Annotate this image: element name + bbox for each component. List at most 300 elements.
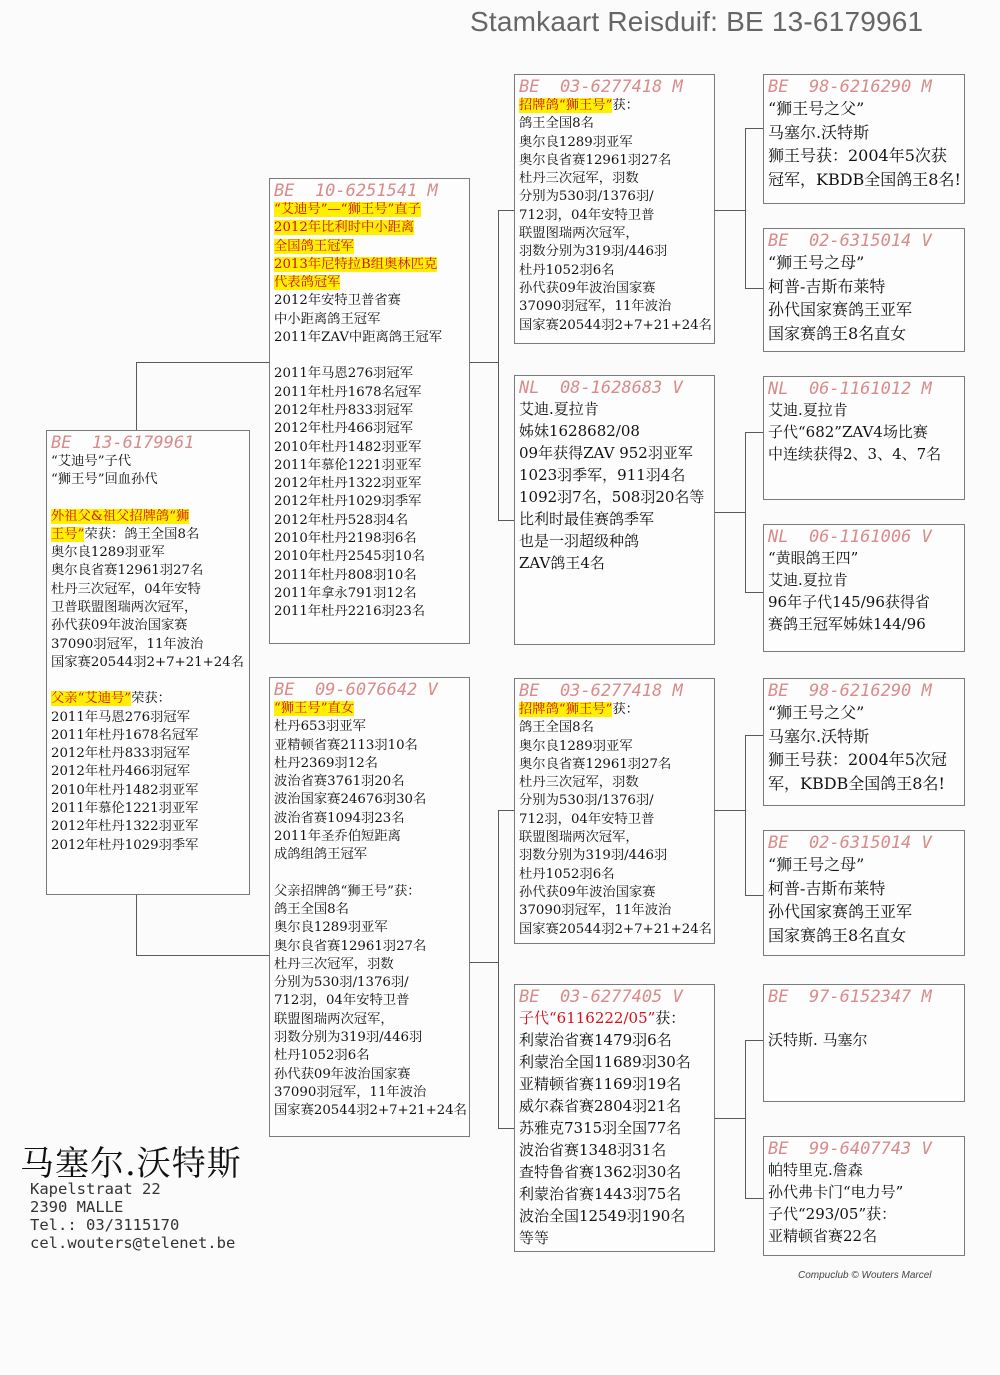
connector — [136, 362, 137, 430]
pedigree-line — [519, 280, 710, 298]
owner-name: 马塞尔.沃特斯 — [20, 1144, 242, 1184]
line-text: ZAV鸽王4名 — [519, 554, 605, 572]
line-text: 2011年慕伦1221羽亚军 — [51, 801, 199, 817]
pedigree-line — [768, 613, 960, 635]
line-text: 37090羽冠军，11年波治 — [274, 1084, 427, 1100]
line-text: 2010年杜丹1482羽亚军 — [274, 439, 422, 455]
pedigree-line — [51, 654, 245, 672]
pedigree-line — [274, 493, 465, 511]
line-text: 沃特斯. 马塞尔 — [768, 1031, 868, 1049]
pedigree-line — [274, 311, 465, 329]
credit-text: Compuclub © Wouters Marcel — [798, 1270, 932, 1281]
pedigree-line — [274, 274, 465, 292]
ring-number: NL 06-1161012 M — [768, 379, 932, 399]
line-text: 狮王号获：2004年5次冠 — [768, 750, 947, 769]
highlighted-text: 父亲“艾迪号” — [51, 691, 132, 707]
pedigree-line — [274, 457, 465, 475]
pedigree-line — [519, 756, 710, 774]
ring-number: BE 03-6277418 M — [519, 77, 683, 97]
pedigree-line — [519, 902, 710, 920]
pedigree-line — [768, 725, 960, 749]
pedigree-line — [519, 1227, 710, 1249]
line-text: 艾迪.夏拉肯 — [519, 400, 599, 418]
connector — [470, 362, 498, 363]
pedigree-box-dam-dam-sire — [763, 984, 965, 1102]
line-text: 2012年杜丹1029羽季军 — [51, 837, 199, 853]
pedigree-line — [274, 773, 465, 791]
pedigree-line — [519, 134, 710, 152]
pedigree-line — [519, 866, 710, 884]
line-text: 子代“682”ZAV4场比赛 — [768, 423, 928, 441]
pedigree-line — [768, 322, 960, 346]
highlighted-text: 2012年比利时中小距离 — [274, 220, 415, 236]
pedigree-line — [519, 442, 710, 464]
line-text: 联盟图瑞两次冠军， — [519, 226, 639, 242]
line-text: 分别为530羽/1376羽/ — [519, 189, 654, 205]
pedigree-box-sire-dam — [514, 375, 715, 645]
pedigree-line — [51, 709, 245, 727]
pedigree-line — [274, 347, 465, 365]
connector — [745, 1198, 763, 1199]
pedigree-line — [519, 829, 710, 847]
pedigree-line — [768, 591, 960, 613]
pedigree-line — [274, 475, 465, 493]
pedigree-line — [51, 544, 245, 562]
pedigree-line — [519, 243, 710, 261]
line-text: 2011年圣乔伯短距离 — [274, 829, 401, 845]
pedigree-box-dam-sire-sire — [763, 678, 965, 806]
line-text: 分别为530羽/1376羽/ — [519, 793, 654, 809]
line-text: 2012年杜丹466羽冠军 — [274, 421, 414, 437]
pedigree-line — [274, 365, 465, 383]
ring-number: BE 03-6277418 M — [519, 681, 683, 701]
line-text: 波治省赛3761羽20名 — [274, 774, 405, 790]
pedigree-box-subject — [46, 430, 250, 895]
line-text: 2012年杜丹833羽冠军 — [51, 746, 191, 762]
pedigree-line — [274, 530, 465, 548]
line-text: 柯普-吉斯布莱特 — [768, 878, 886, 898]
pedigree-line — [274, 1047, 465, 1065]
pedigree-line — [51, 763, 245, 781]
pedigree-line — [768, 924, 960, 948]
connector — [745, 735, 746, 895]
pedigree-line — [51, 471, 245, 489]
pedigree-line — [274, 567, 465, 585]
line-text-rest: 获： — [612, 702, 639, 717]
ring-number: BE 98-6216290 M — [768, 681, 932, 701]
line-text: 杜丹三次冠军，04年安特 — [51, 581, 201, 597]
pedigree-line — [274, 329, 465, 347]
line-text: 杜丹三次冠军，羽数 — [274, 956, 394, 972]
line-text: 1023羽季军，911羽4名 — [519, 466, 686, 484]
line-text: 37090羽冠军，11年波治 — [519, 299, 672, 315]
line-text: 波治省赛1348羽31名 — [519, 1141, 667, 1159]
pedigree-line — [519, 508, 710, 530]
line-text: 狮王号获：2004年5次获 — [768, 146, 947, 165]
pedigree-line — [274, 956, 465, 974]
connector — [745, 1040, 763, 1041]
line-text: 杜丹2369羽12名 — [274, 755, 378, 771]
line-text: 亚精顿省赛2113羽10名 — [274, 737, 418, 753]
line-text: 中小距离鸽王冠军 — [274, 311, 381, 327]
line-text: 国家赛鸽王8名直女 — [768, 925, 907, 945]
owner-email: cel.wouters@telenet.be — [30, 1234, 236, 1252]
line-text: 2011年杜丹1678名冠军 — [274, 384, 422, 400]
pedigree-line — [274, 791, 465, 809]
connector — [498, 1128, 514, 1129]
line-text: 2012年杜丹1029羽季军 — [274, 494, 422, 510]
line-text: 09年获得ZAV 952羽亚军 — [519, 444, 693, 462]
pedigree-line — [519, 298, 710, 316]
pedigree-line — [519, 464, 710, 486]
ring-number: BE 02-6315014 V — [768, 833, 932, 853]
pedigree-line — [768, 443, 960, 465]
line-text: 国家赛鸽王8名直女 — [768, 323, 907, 343]
line-text: 冠军，KBDB全国鸽王8名! — [768, 169, 961, 189]
line-text-rest: 获： — [655, 1009, 686, 1027]
owner-phone: Tel.: 03/3115170 — [30, 1216, 180, 1234]
pedigree-line — [274, 512, 465, 530]
line-text: 波治省赛1094羽23名 — [274, 810, 405, 826]
line-text: 艾迪.夏拉肯 — [768, 571, 848, 589]
connector — [745, 432, 746, 592]
pedigree-line — [519, 530, 710, 552]
line-text: 卫普联盟图瑞两次冠军， — [51, 600, 198, 616]
line-text: 1092羽7名，508羽20名等 — [519, 488, 705, 506]
pedigree-line — [519, 420, 710, 442]
line-text: 2012年安特卫普省赛 — [274, 293, 401, 309]
pedigree-line — [519, 1117, 710, 1139]
pedigree-line — [768, 1203, 960, 1225]
line-text: 96年子代145/96获得省 — [768, 593, 930, 611]
line-text: 2011年杜丹808羽10名 — [274, 567, 417, 583]
line-text: 奥尔良省赛12961羽27名 — [519, 756, 672, 772]
pedigree-line — [51, 690, 245, 708]
pedigree-line — [51, 490, 245, 508]
line-text: 帕特里克.詹森 — [768, 1161, 863, 1179]
owner-street: Kapelstraat 22 — [30, 1180, 161, 1198]
ring-number: BE 03-6277405 V — [519, 987, 683, 1007]
connector — [498, 210, 499, 520]
line-text: 羽数分别为319羽/446羽 — [519, 848, 668, 864]
line-text: 712羽，04年安特卫普 — [519, 811, 655, 827]
pedigree-line — [519, 1139, 710, 1161]
line-text: 国家赛20544羽2+7+21+24名 — [274, 1103, 467, 1119]
pedigree-line — [768, 772, 960, 796]
pedigree-line — [519, 398, 710, 420]
line-text: 国家赛20544羽2+7+21+24名 — [519, 317, 712, 333]
pedigree-line — [519, 847, 710, 865]
line-text: 孙代获09年波治国家赛 — [519, 280, 656, 296]
pedigree-line — [519, 1051, 710, 1073]
pedigree-line — [51, 727, 245, 745]
pedigree-line — [519, 1205, 710, 1227]
pedigree-line — [519, 811, 710, 829]
pedigree-line — [274, 1102, 465, 1120]
line-text: 杜丹三次冠军，羽数 — [519, 171, 639, 187]
pedigree-line — [51, 636, 245, 654]
line-text: 2011年ZAV中距离鸽王冠军 — [274, 330, 442, 346]
pedigree-line — [768, 1225, 960, 1247]
pedigree-line — [51, 508, 245, 526]
line-text: 2012年杜丹1322羽亚军 — [51, 819, 199, 835]
pedigree-line — [768, 900, 960, 924]
pedigree-line — [274, 810, 465, 828]
line-text: 奥尔良1289羽亚军 — [51, 545, 165, 561]
line-text-rest: 获： — [612, 98, 639, 113]
pedigree-line — [274, 603, 465, 621]
pedigree-line — [274, 737, 465, 755]
pedigree-line — [519, 792, 710, 810]
line-text: 比利时最佳赛鸽季军 — [519, 510, 655, 528]
pedigree-box-dam-dam-dam — [763, 1136, 965, 1256]
line-text: 孙代获09年波治国家赛 — [519, 884, 656, 900]
line-text: 杜丹1052羽6名 — [519, 262, 615, 278]
pedigree-line — [274, 755, 465, 773]
line-text: 2010年杜丹2545羽10名 — [274, 549, 426, 565]
line-text: 马塞尔.沃特斯 — [768, 726, 870, 746]
pedigree-line — [274, 974, 465, 992]
line-text: 军，KBDB全国鸽王8名! — [768, 773, 945, 793]
line-text: 利蒙治省赛1479羽6名 — [519, 1031, 672, 1049]
pedigree-line — [768, 877, 960, 901]
line-text: 2011年马恩276羽冠军 — [51, 709, 191, 725]
highlighted-text: 外祖父&祖父招牌鸽“狮 — [51, 508, 190, 524]
line-text: 2012年杜丹1322羽亚军 — [274, 476, 422, 492]
connector — [136, 895, 137, 955]
pedigree-box-sire-sire — [514, 74, 715, 344]
line-text: 奥尔良1289羽亚军 — [519, 738, 633, 754]
pedigree-line — [519, 1183, 710, 1205]
pedigree-line — [274, 238, 465, 256]
pedigree-line — [274, 201, 465, 219]
line-text: 杜丹三次冠军，羽数 — [519, 775, 639, 791]
pedigree-line — [519, 1095, 710, 1117]
pedigree-box-sire-dam-sire — [763, 376, 965, 500]
line-text: 37090羽冠军，11年波治 — [51, 636, 204, 652]
pedigree-line — [519, 207, 710, 225]
pedigree-line — [768, 569, 960, 591]
pedigree-line — [274, 548, 465, 566]
highlighted-text: 代表鸽冠军 — [274, 275, 341, 291]
line-text: 孙代弗卡门“电力号” — [768, 1183, 904, 1201]
line-text: 成鸽组鸽王冠军 — [274, 847, 368, 863]
line-text: 712羽，04年安特卫普 — [519, 207, 655, 223]
connector — [715, 1118, 745, 1119]
line-text: 利蒙治省赛1443羽75名 — [519, 1185, 682, 1203]
connector — [745, 895, 763, 896]
line-text: 赛鸽王冠军姊妹144/96 — [768, 615, 926, 633]
line-text: 波治全国12549羽190名 — [519, 1207, 686, 1225]
line-text: 712羽，04年安特卫普 — [274, 993, 410, 1009]
highlighted-text: 2013年尼特拉B组奥林匹克 — [274, 256, 438, 272]
line-text: “艾迪号”子代 — [51, 454, 132, 469]
connector — [470, 962, 498, 963]
pedigree-line — [274, 901, 465, 919]
line-text-rest: 荣获： — [131, 691, 171, 707]
highlighted-text: 招牌鸽“狮王号” — [519, 702, 613, 717]
line-text: 亚精顿省赛22名 — [768, 1227, 878, 1245]
connector — [498, 210, 514, 211]
pedigree-line — [519, 1007, 710, 1029]
pedigree-line — [519, 774, 710, 792]
line-text: 奥尔良省赛12961羽27名 — [519, 152, 672, 168]
page-title: Stamkaart Reisduif: BE 13-6179961 — [470, 6, 924, 37]
pedigree-box-sire-sire-dam — [763, 228, 965, 352]
pedigree-line — [768, 298, 960, 322]
line-text: 国家赛20544羽2+7+21+24名 — [51, 654, 244, 670]
pedigree-line — [274, 700, 465, 718]
line-text: “狮王号之母” — [768, 253, 865, 272]
highlighted-text: 王号” — [51, 526, 85, 542]
line-text: 分别为530羽/1376羽/ — [274, 975, 409, 991]
connector — [745, 128, 746, 288]
pedigree-line — [519, 170, 710, 188]
pedigree-line — [274, 384, 465, 402]
line-text: 查特鲁省赛1362羽30名 — [519, 1163, 682, 1181]
pedigree-line — [51, 599, 245, 617]
pedigree-line — [51, 672, 245, 690]
pedigree-line — [768, 1007, 960, 1029]
line-text: 中连续获得2、3、4、7名 — [768, 445, 942, 463]
ring-number: BE 13-6179961 — [51, 433, 195, 453]
pedigree-line — [274, 883, 465, 901]
line-text: 奥尔良1289羽亚军 — [519, 134, 633, 150]
pedigree-box-sire — [269, 178, 470, 644]
connector — [498, 810, 514, 811]
line-text: 也是一羽超级种鸽 — [519, 532, 640, 550]
pedigree-line — [519, 921, 710, 939]
ring-number: BE 98-6216290 M — [768, 77, 932, 97]
pedigree-line — [519, 262, 710, 280]
pedigree-line — [519, 719, 710, 737]
line-text: 父亲招牌鸽“狮王号”获： — [274, 883, 421, 899]
highlighted-text: “艾迪号”—“狮王号”直子 — [274, 202, 421, 217]
line-text: 柯普-吉斯布莱特 — [768, 276, 886, 296]
line-text: 羽数分别为319羽/446羽 — [519, 244, 668, 260]
line-text: 2011年杜丹2216羽23名 — [274, 604, 426, 620]
pedigree-line — [274, 718, 465, 736]
line-text: 2012年杜丹833羽冠军 — [274, 402, 414, 418]
line-text: 2011年拿永791羽12名 — [274, 585, 417, 601]
pedigree-line — [768, 168, 960, 192]
pedigree-line — [274, 292, 465, 310]
line-text: “狮王号之父” — [768, 99, 865, 118]
pedigree-line — [274, 846, 465, 864]
line-text: 联盟图瑞两次冠军， — [519, 830, 639, 846]
ring-number: BE 02-6315014 V — [768, 231, 932, 251]
pedigree-line — [274, 402, 465, 420]
pedigree-box-sire-dam-dam — [763, 524, 965, 652]
ring-number: NL 06-1161006 V — [768, 527, 932, 547]
line-text: “黄眼鸽王四” — [768, 549, 859, 567]
line-text: 姊妹1628682/08 — [519, 422, 640, 440]
pedigree-line — [274, 1029, 465, 1047]
connector — [498, 810, 499, 1128]
pedigree-line — [519, 738, 710, 756]
pedigree-line — [768, 421, 960, 443]
pedigree-line — [519, 115, 710, 133]
connector — [715, 512, 745, 513]
pedigree-line — [768, 97, 960, 121]
line-text: 孙代国家赛鸽王亚军 — [768, 902, 913, 921]
line-text: 波治国家赛24676羽30名 — [274, 792, 427, 808]
pedigree-line — [274, 219, 465, 237]
line-text: 奥尔良省赛12961羽27名 — [274, 938, 427, 954]
pedigree-line — [51, 782, 245, 800]
pedigree-line — [51, 745, 245, 763]
connector — [745, 592, 763, 593]
line-text: 2012年杜丹528羽4名 — [274, 512, 409, 528]
line-text: 鸽王全国8名 — [519, 116, 594, 132]
line-text: 奥尔良1289羽亚军 — [274, 920, 388, 936]
pedigree-box-dam-dam — [514, 984, 715, 1252]
connector — [498, 520, 514, 521]
line-text: 孙代获09年波治国家赛 — [274, 1066, 411, 1082]
line-text: 子代“293/05”获： — [768, 1205, 897, 1223]
pedigree-line — [51, 837, 245, 855]
ring-number: BE 99-6407743 V — [768, 1139, 932, 1159]
line-text: 37090羽冠军，11年波治 — [519, 903, 672, 919]
pedigree-line — [768, 1159, 960, 1181]
pedigree-line — [519, 1029, 710, 1051]
pedigree-line — [51, 617, 245, 635]
line-text: 2010年杜丹1482羽亚军 — [51, 782, 199, 798]
ring-number: NL 08-1628683 V — [519, 378, 683, 398]
line-text: 奥尔良省赛12961羽27名 — [51, 563, 204, 579]
pedigree-line — [519, 97, 710, 115]
pedigree-line — [519, 486, 710, 508]
line-text: 杜丹1052羽6名 — [274, 1048, 370, 1064]
connector — [136, 955, 269, 956]
pedigree-line — [768, 1029, 960, 1051]
pedigree-box-dam-sire — [514, 678, 715, 944]
line-text: 孙代获09年波治国家赛 — [51, 618, 188, 634]
connector — [136, 362, 269, 363]
line-text: “狮王号”回血孙代 — [51, 472, 158, 488]
line-text: 亚精顿省赛1169羽19名 — [519, 1075, 682, 1093]
pedigree-line — [51, 562, 245, 580]
pedigree-line — [51, 818, 245, 836]
line-text: 鸽王全国8名 — [519, 720, 594, 736]
line-text: 2011年马恩276羽冠军 — [274, 366, 414, 382]
line-text: 利蒙治全国11689羽30名 — [519, 1053, 691, 1071]
line-text: 杜丹653羽亚军 — [274, 719, 366, 735]
pedigree-line — [519, 552, 710, 574]
pedigree-line — [768, 251, 960, 275]
pedigree-line — [768, 1181, 960, 1203]
pedigree-line — [274, 938, 465, 956]
pedigree-line — [519, 884, 710, 902]
pedigree-line — [768, 547, 960, 569]
ring-number: BE 97-6152347 M — [768, 987, 932, 1007]
pedigree-box-dam — [269, 677, 470, 1137]
line-text: 2012年杜丹466羽冠军 — [51, 764, 191, 780]
pedigree-line — [519, 317, 710, 335]
pedigree-line — [274, 1084, 465, 1102]
line-text: 孙代国家赛鸽王亚军 — [768, 300, 913, 319]
pedigree-line — [519, 152, 710, 170]
pedigree-line — [274, 1011, 465, 1029]
line-text: 羽数分别为319羽/446羽 — [274, 1030, 423, 1046]
pedigree-line — [519, 1073, 710, 1095]
pedigree-line — [768, 121, 960, 145]
pedigree-line — [768, 853, 960, 877]
connector — [745, 288, 763, 289]
pedigree-line — [51, 453, 245, 471]
pedigree-line — [768, 275, 960, 299]
owner-city: 2390 MALLE — [30, 1198, 124, 1216]
